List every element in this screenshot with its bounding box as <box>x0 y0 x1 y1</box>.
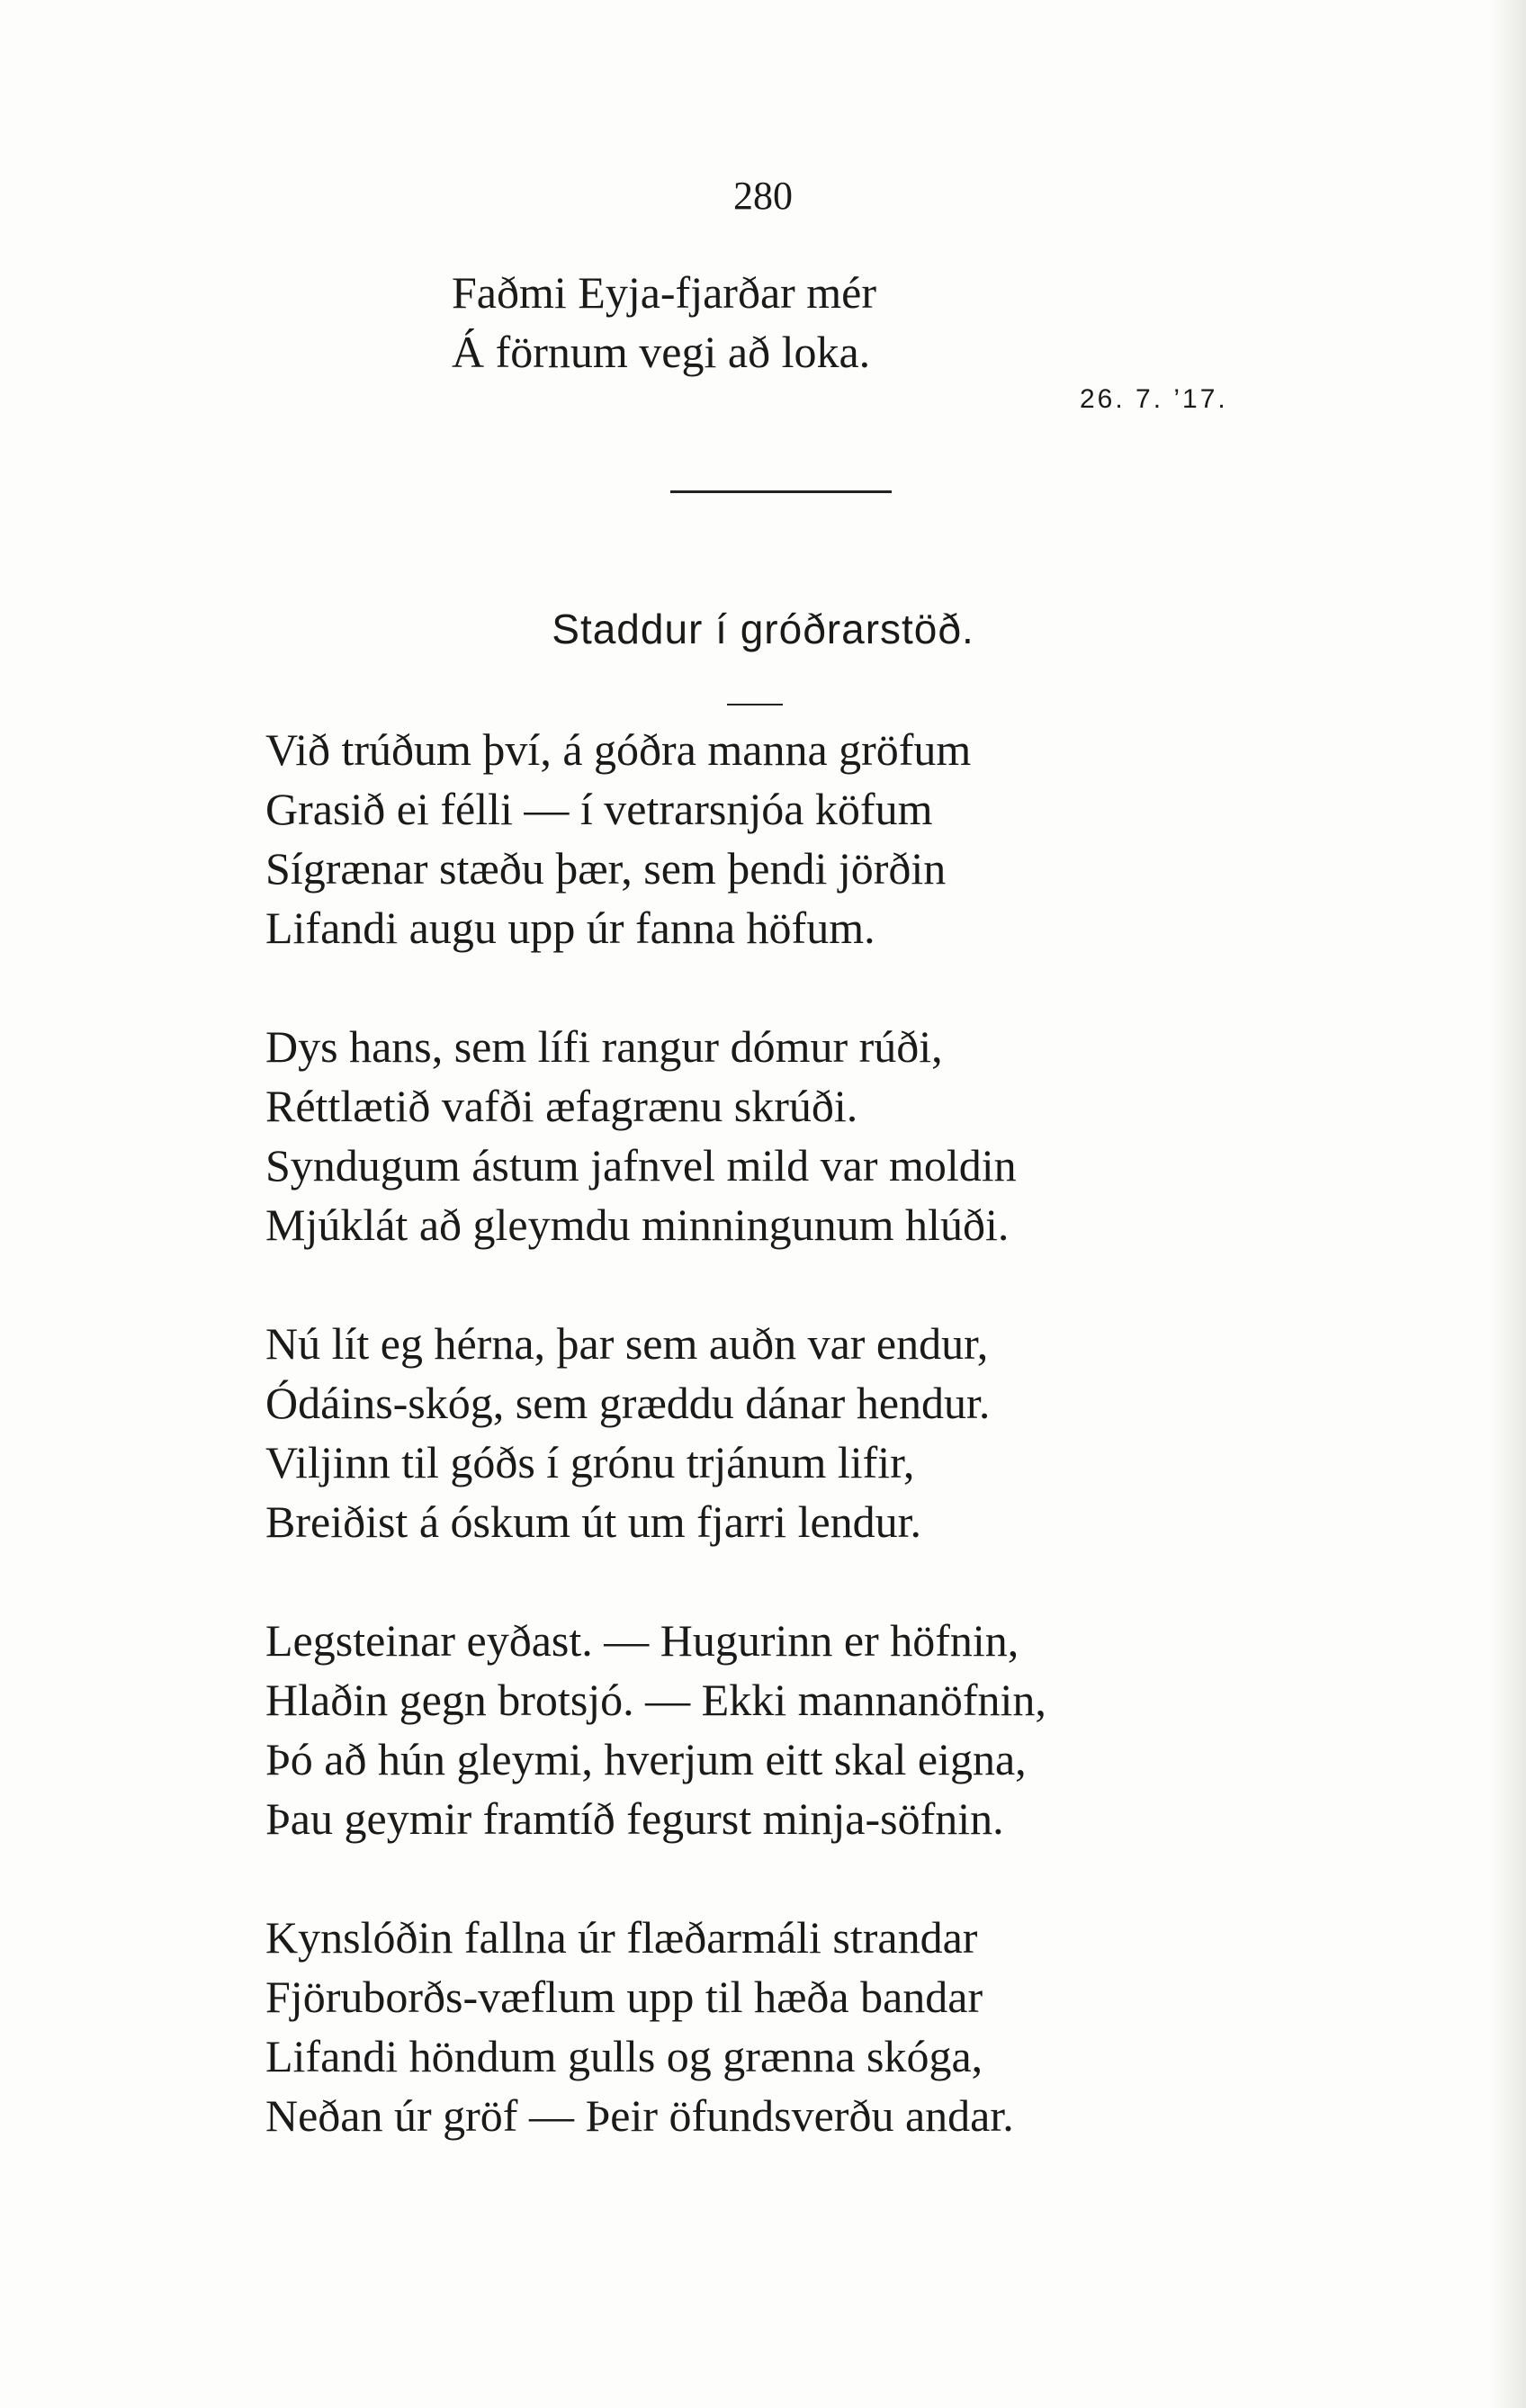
stanza <box>265 1908 1046 2145</box>
verse-line: Við trúðum því, á góðra manna gröfum <box>265 724 972 775</box>
verse-line: Réttlætið vafði æfagrænu skrúði. <box>265 1081 858 1131</box>
verse-line: Lifandi höndum gulls og grænna skóga, <box>265 2031 983 2081</box>
verse-line: Lifandi augu upp úr fanna höfum. <box>265 903 875 953</box>
verse-line: Legsteinar eyðast. — Hugurinn er höfnin, <box>265 1615 1019 1666</box>
verse-line: Ódáins-skóg, sem græddu dánar hendur. <box>265 1378 991 1428</box>
verse-line: Hlaðin gegn brotsjó. — Ekki mannanöfnin, <box>265 1675 1046 1725</box>
closing-line: Faðmi Eyja-fjarðar mér <box>452 267 877 318</box>
verse-line: Syndugum ástum jafnvel mild var moldin <box>265 1140 1017 1191</box>
page-edge-shadow <box>1490 0 1526 2408</box>
poem-body <box>265 720 1046 2205</box>
poem-date: 26. 7. ’17. <box>1080 384 1228 414</box>
verse-line: Grasið ei félli — í vetrarsnjóa köfum <box>265 784 933 834</box>
stanza <box>265 1611 1046 1848</box>
stanza <box>265 1314 1046 1551</box>
verse-line: Þó að hún gleymi, hverjum eitt skal eigna, <box>265 1734 1027 1784</box>
title-divider <box>727 704 783 705</box>
verse-line: Fjöruborðs-væflum upp til hæða bandar <box>265 1972 983 2022</box>
verse-line: Kynslóðin fallna úr flæðarmáli strandar <box>265 1912 978 1963</box>
verse-line: Neðan úr gröf — Þeir öfundsverðu andar. <box>265 2090 1014 2141</box>
poem-title: Staddur í gróðrarstöð. <box>552 606 974 652</box>
verse-line: Breiðist á óskum út um fjarri lendur. <box>265 1496 922 1547</box>
closing-line: Á förnum vegi að loka. <box>452 327 871 377</box>
verse-line: Sígrænar stæðu þær, sem þendi jörðin <box>265 843 947 894</box>
section-divider <box>670 490 892 493</box>
stanza <box>265 720 1046 957</box>
previous-poem-closing-lines <box>452 263 876 382</box>
verse-line: Viljinn til góðs í grónu trjánum lifir, <box>265 1437 915 1487</box>
verse-line: Mjúklát að gleymdu minningunum hlúði. <box>265 1200 1010 1250</box>
verse-line: Þau geymir framtíð fegurst minja-söfnin. <box>265 1793 1004 1844</box>
stanza <box>265 1017 1046 1254</box>
verse-line: Dys hans, sem lífi rangur dómur rúði, <box>265 1021 943 1072</box>
page-number: 280 <box>733 174 793 218</box>
verse-line: Nú lít eg hérna, þar sem auðn var endur, <box>265 1318 989 1369</box>
